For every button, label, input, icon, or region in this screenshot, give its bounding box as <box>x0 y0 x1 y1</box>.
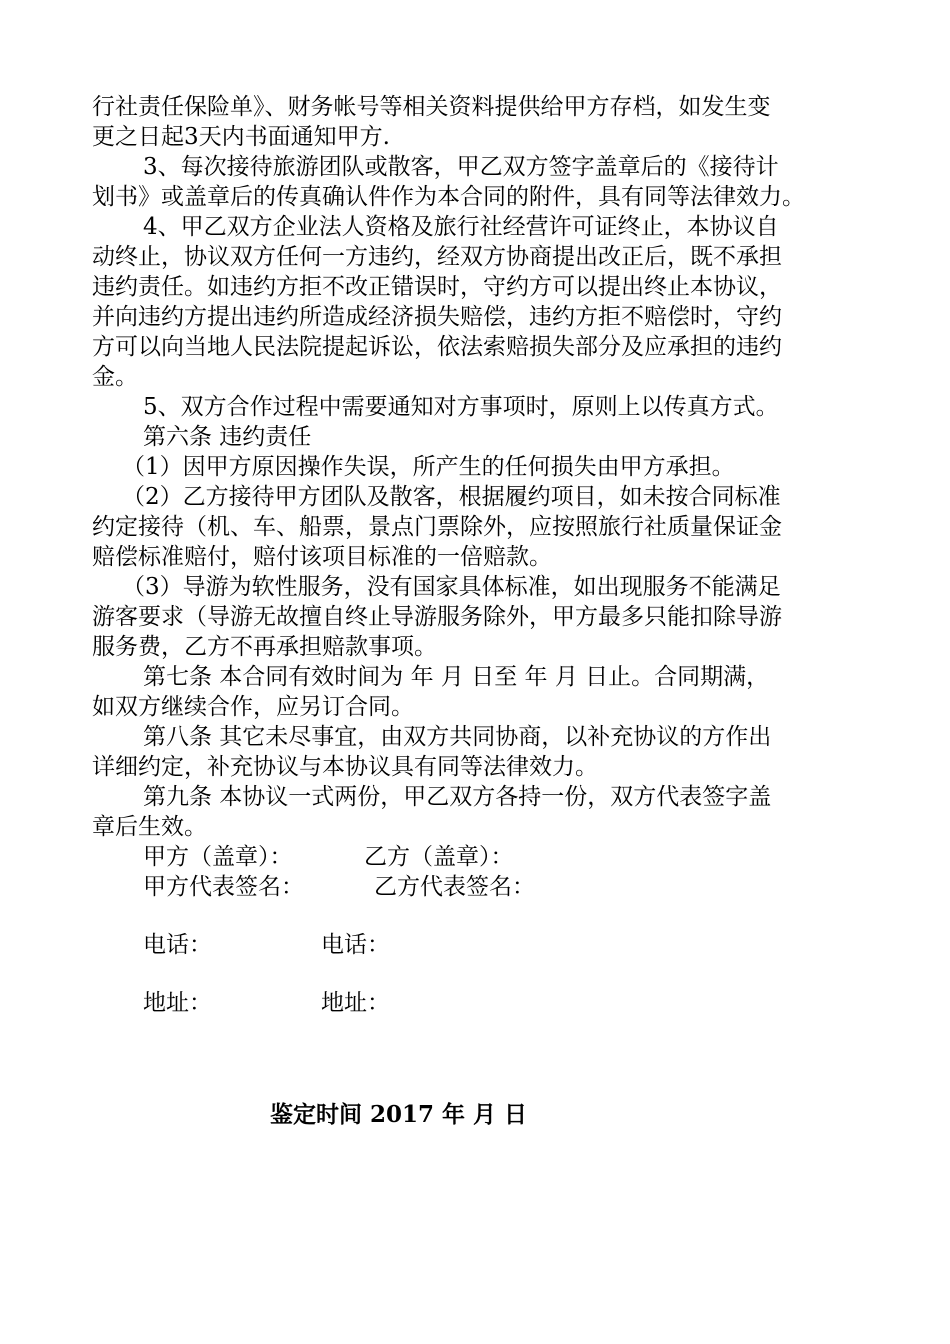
text-line: 动终止，协议双方任何一方违约，经双方协商提出改正后，既不承担 <box>92 244 782 270</box>
text-line: 方可以向当地人民法院提起诉讼，依法索赔损失部分及应承担的违约 <box>92 334 782 360</box>
party-a-address-label: 地址： <box>143 990 212 1016</box>
text-line: 服务费，乙方不再承担赔款事项。 <box>92 634 437 660</box>
article-6-item-2: （2）乙方接待甲方团队及散客，根据履约项目，如未按合同标准 <box>122 484 781 510</box>
text-line: 划书》或盖章后的传真确认件作为本合同的附件，具有同等法律效力。 <box>92 184 805 210</box>
text-line: 如双方继续合作，应另订合同。 <box>92 694 414 720</box>
party-a-phone-label: 电话： <box>143 932 212 958</box>
appraisal-date: 鉴定时间 2017 年 月 日 <box>270 1101 528 1128</box>
article-6-item-3: （3）导游为软性服务，没有国家具体标准，如出现服务不能满足 <box>122 574 781 600</box>
clause-item-4: 4、甲乙双方企业法人资格及旅行社经营许可证终止，本协议自 <box>143 214 779 240</box>
text-line: 更之日起3天内书面通知甲方. <box>92 124 390 150</box>
text-line: 约定接待（机、车、船票，景点门票除外，应按照旅行社质量保证金 <box>92 514 782 540</box>
party-b-seal-label: 乙方（盖章）： <box>364 844 514 870</box>
text-line: 章后生效。 <box>92 814 207 840</box>
article-8: 第八条 其它未尽事宜，由双方共同协商，以补充协议的方作出 <box>143 724 772 750</box>
text-line: 行社责任保险单》、财务帐号等相关资料提供给甲方存档，如发生变 <box>92 94 771 120</box>
party-a-seal-label: 甲方（盖章）： <box>143 844 293 870</box>
clause-item-5: 5、双方合作过程中需要通知对方事项时，原则上以传真方式。 <box>143 394 779 420</box>
text-line: 并向违约方提出违约所造成经济损失赔偿，违约方拒不赔偿时，守约 <box>92 304 782 330</box>
article-6-item-1: （1）因甲方原因操作失误，所产生的任何损失由甲方承担。 <box>122 454 735 480</box>
article-7: 第七条 本合同有效时间为 年 月 日至 年 月 日止。合同期满， <box>143 664 770 690</box>
party-b-rep-label: 乙方代表签名： <box>374 874 535 900</box>
article-6-heading: 第六条 违约责任 <box>143 424 312 450</box>
text-line: 详细约定，补充协议与本协议具有同等法律效力。 <box>92 754 598 780</box>
clause-item-3: 3、每次接待旅游团队或散客，甲乙双方签字盖章后的《接待计 <box>143 154 779 180</box>
text-line: 赔偿标准赔付，赔付该项目标准的一倍赔款。 <box>92 544 552 570</box>
text-line: 违约责任。如违约方拒不改正错误时，守约方可以提出终止本协议， <box>92 274 782 300</box>
party-a-rep-label: 甲方代表签名： <box>143 874 304 900</box>
text-line: 金。 <box>92 364 138 390</box>
party-b-phone-label: 电话： <box>321 932 390 958</box>
article-9: 第九条 本协议一式两份，甲乙双方各持一份，双方代表签字盖 <box>143 784 772 810</box>
party-b-address-label: 地址： <box>321 990 390 1016</box>
text-line: 游客要求（导游无故擅自终止导游服务除外，甲方最多只能扣除导游 <box>92 604 782 630</box>
